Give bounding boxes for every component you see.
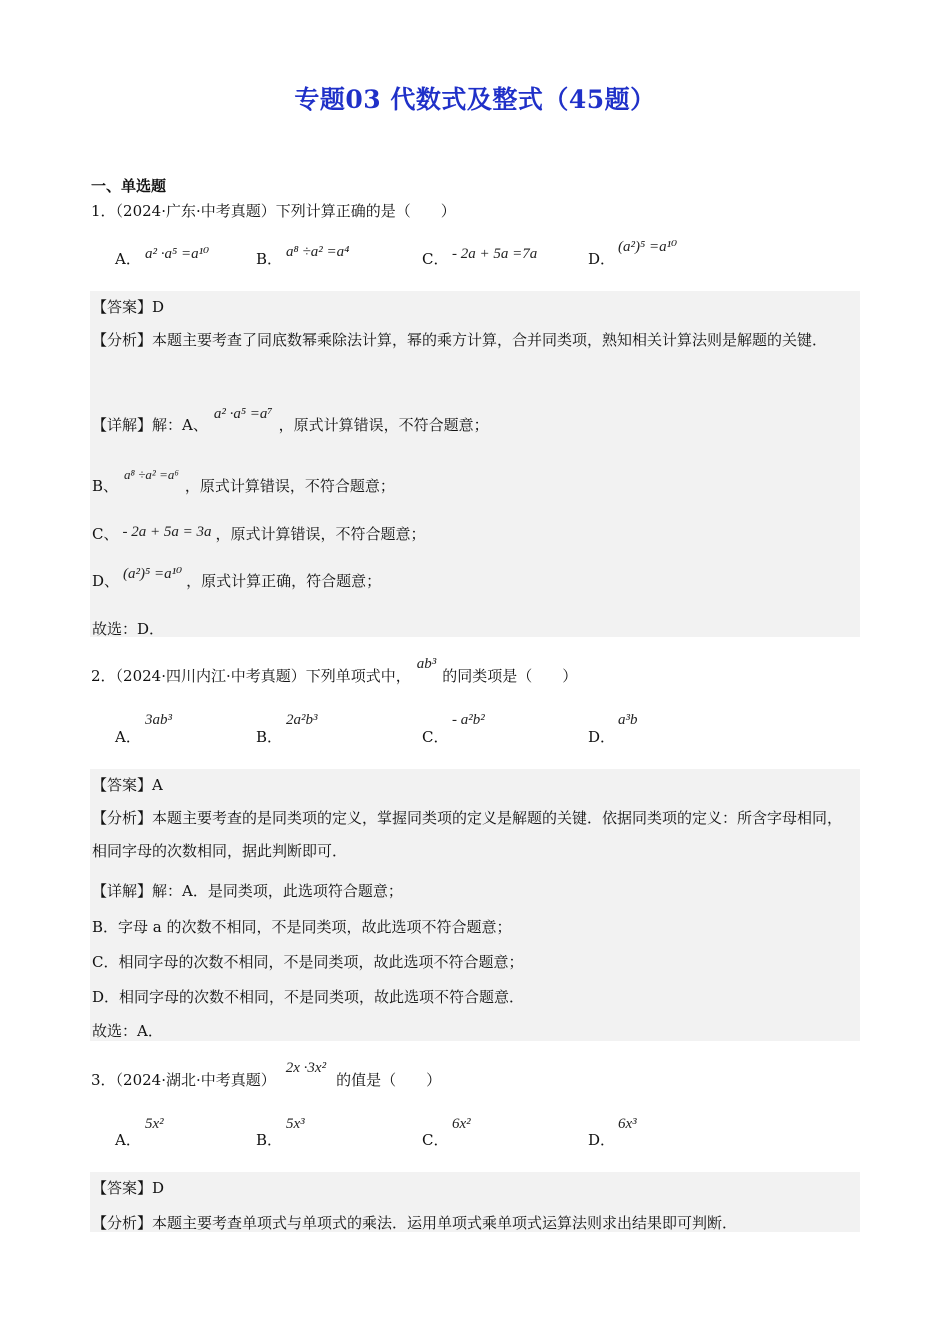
question-number: 1．: [91, 202, 116, 220]
analysis: 【分析】本题主要考查单项式与单项式的乘法．运用单项式乘单项式运算法则求出结果即可判断．: [92, 1214, 738, 1232]
question-3-option-b: B．: [256, 1131, 283, 1149]
question-1-option-d: D．: [588, 250, 616, 268]
detail-line-1: 【详解】解：A．是同类项，此选项符合题意；: [92, 882, 403, 900]
question-1-solution-box: [90, 291, 860, 637]
detail-d: D、 (a²)⁵ =a¹⁰ ，原式计算正确，符合题意；: [92, 566, 382, 590]
detail-c-math: - 2a + 5a = 3a: [122, 524, 212, 540]
detail-line-2: B．字母 a 的次数不相同，不是同类项，故此选项不符合题意；: [92, 918, 512, 936]
question-number: 2．: [91, 667, 116, 685]
question-text: （2024·四川内江·中考真题）下列单项式中，: [115, 667, 411, 685]
question-2-stem: 2．（2024·四川内江·中考真题）下列单项式中，ab³的同类项是（ ）: [91, 656, 578, 685]
question-text: （2024·广东·中考真题）下列计算正确的是（ ）: [115, 202, 456, 220]
question-3-option-d: D．: [588, 1131, 616, 1149]
answer: 【答案】D: [92, 1179, 165, 1197]
question-2-solution-box: [90, 769, 860, 1041]
detail-line-4: D．相同字母的次数不相同，不是同类项，故此选项不符合题意．: [92, 988, 525, 1006]
question-3-option-a-math: 5x²: [145, 1116, 164, 1132]
detail-c: C、 - 2a + 5a = 3a ，原式计算错误，不符合题意；: [92, 524, 426, 543]
question-1-option-c: C．: [422, 250, 449, 268]
question-number: 3．: [91, 1071, 116, 1089]
detail-line-3: C．相同字母的次数不相同，不是同类项，故此选项不符合题意；: [92, 953, 524, 971]
question-3-option-a: A．: [115, 1131, 141, 1149]
answer: 【答案】D: [92, 298, 165, 316]
question-1-option-a-math: a² ·a⁵ =a¹⁰: [145, 246, 210, 262]
conclusion: 故选：D．: [92, 620, 165, 638]
question-1-option-b: B．: [256, 250, 283, 268]
analysis: 【分析】本题主要考查了同底数幂乘除法计算，幂的乘方计算，合并同类项，熟知相关计算法则是解题的关键．: [92, 331, 828, 349]
question-2-option-d: D．: [588, 728, 616, 746]
detail-a-math: a² ·a⁵ =a⁷: [213, 406, 273, 422]
question-1-stem: [91, 200, 456, 221]
question-1-option-b-math: a⁸ ÷a² =a⁴: [286, 244, 350, 260]
question-2-option-b-math: 2a²b³: [286, 712, 318, 728]
question-2-option-c: C．: [422, 728, 449, 746]
question-2-option-d-math: a³b: [618, 712, 638, 728]
answer: 【答案】A: [92, 776, 163, 794]
question-3-option-d-math: 6x³: [618, 1116, 637, 1132]
question-1-option-d-math: (a²)⁵ =a¹⁰: [618, 239, 678, 255]
question-3-option-c: C．: [422, 1131, 449, 1149]
question-2-option-b: B．: [256, 728, 283, 746]
section-heading: 一、单选题: [91, 177, 167, 195]
question-2-option-a-math: 3ab³: [145, 712, 172, 728]
question-3-option-b-math: 5x³: [286, 1116, 305, 1132]
question-2-option-c-math: - a²b²: [452, 712, 485, 728]
question-3-stem-math: 2x ·3x²: [285, 1060, 327, 1076]
question-3-solution-box: [90, 1172, 860, 1232]
question-3-option-c-math: 6x²: [452, 1116, 471, 1132]
page-title: 专题03 代数式及整式（45题）: [294, 85, 656, 114]
detail-b: B、a⁸ ÷a² =a⁶，原式计算错误，不符合题意；: [92, 467, 395, 495]
detail-d-math: (a²)⁵ =a¹⁰: [123, 566, 183, 582]
question-2-stem-math: ab³: [416, 656, 437, 672]
question-1-option-c-math: - 2a + 5a =7a: [452, 246, 538, 262]
detail-b-math: a⁸ ÷a² =a⁶: [124, 467, 179, 482]
question-1-option-a: A．: [115, 250, 141, 268]
conclusion: 故选：A．: [92, 1022, 163, 1040]
question-3-stem: 3．（2024·湖北·中考真题）2x ·3x²的值是（ ）: [91, 1060, 442, 1089]
detail-a: 【详解】解：A、a² ·a⁵ =a⁷，原式计算错误，不符合题意；: [92, 406, 489, 434]
question-text: （2024·湖北·中考真题）: [115, 1071, 276, 1089]
question-2-option-a: A．: [115, 728, 141, 746]
analysis: 【分析】本题主要考查的是同类项的定义，掌握同类项的定义是解题的关键．依据同类项的定义：所含字母相同，相同字母的次数相同，据此判断即可．: [92, 809, 843, 860]
